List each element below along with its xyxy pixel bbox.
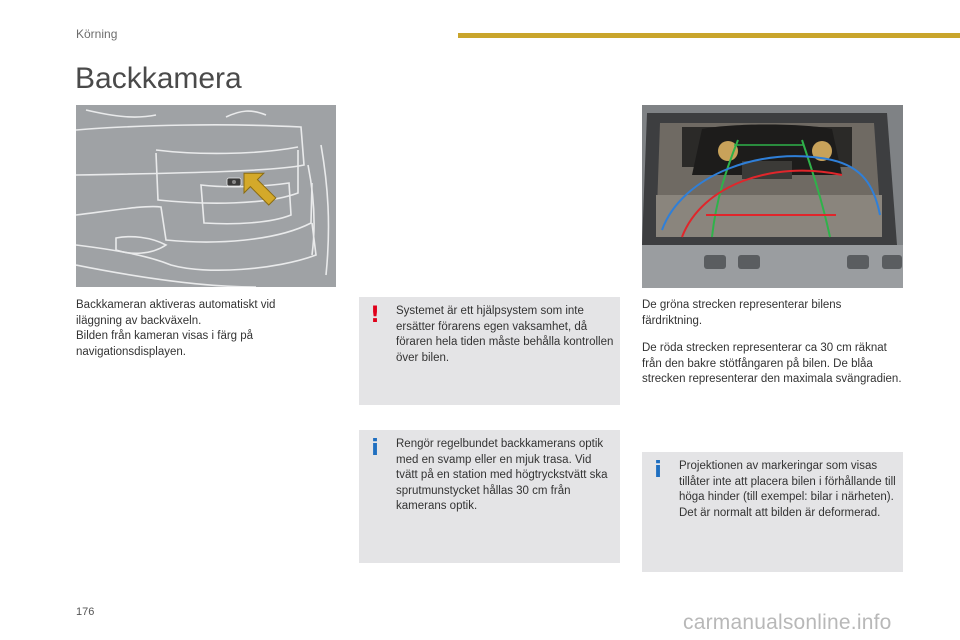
camera-display-guide-lines-icon (642, 105, 903, 288)
intro-line: Bilden från kameran visas i färg på navigationsdisplayen. (76, 330, 254, 358)
warning-text: Systemet är ett hjälpsystem som inte ersätter förarens egen vaksamhet, då föraren hela tiden måste behålla kontrollen över bilen. (396, 305, 614, 364)
projection-info-line: Det är normalt att bilden är deformerad. (679, 506, 881, 519)
rear-camera-location-arrow-icon (76, 105, 336, 287)
watermark: carmanualsonline.info (683, 611, 892, 634)
exclamation-icon: ! (369, 303, 381, 328)
cleaning-info-box (359, 430, 620, 563)
projection-info-text (679, 459, 897, 521)
intro-text (76, 298, 316, 360)
green-lines-text: De gröna strecken representerar bilens färdriktning. (642, 299, 842, 327)
projection-info-line: Projektionen av markeringar som visas tillåter inte att placera bilen i förhållande till höga hinder (till exempel: bilar i närheten). (679, 460, 896, 503)
intro-line: Backkameran aktiveras automatiskt vid iläggning av backväxeln. (76, 299, 276, 327)
page-number: 176 (76, 606, 95, 618)
red-lines-text: De röda strecken representerar ca 30 cm räknat från den bakre stötfångaren på bilen. (642, 342, 887, 370)
info-icon: i (371, 436, 379, 461)
blue-lines-text: De blåa strecken representerar den maximala svängradien. (642, 357, 902, 385)
projection-info-box (642, 452, 903, 572)
info-icon: i (654, 458, 662, 483)
camera-display-photo (642, 105, 903, 288)
section-label: Körning (76, 27, 118, 41)
cleaning-info-text: Rengör regelbundet backkamerans optik med en svamp eller en mjuk trasa. Vid tvätt på en station med högtryckstvätt ska sprutmunstycket hållas 30 cm från kamerans optik. (396, 438, 608, 512)
warning-box (359, 297, 620, 405)
guide-lines-description (642, 298, 904, 388)
header-rule (458, 33, 960, 38)
page-title: Backkamera (75, 62, 242, 95)
rear-camera-photo (76, 105, 336, 287)
